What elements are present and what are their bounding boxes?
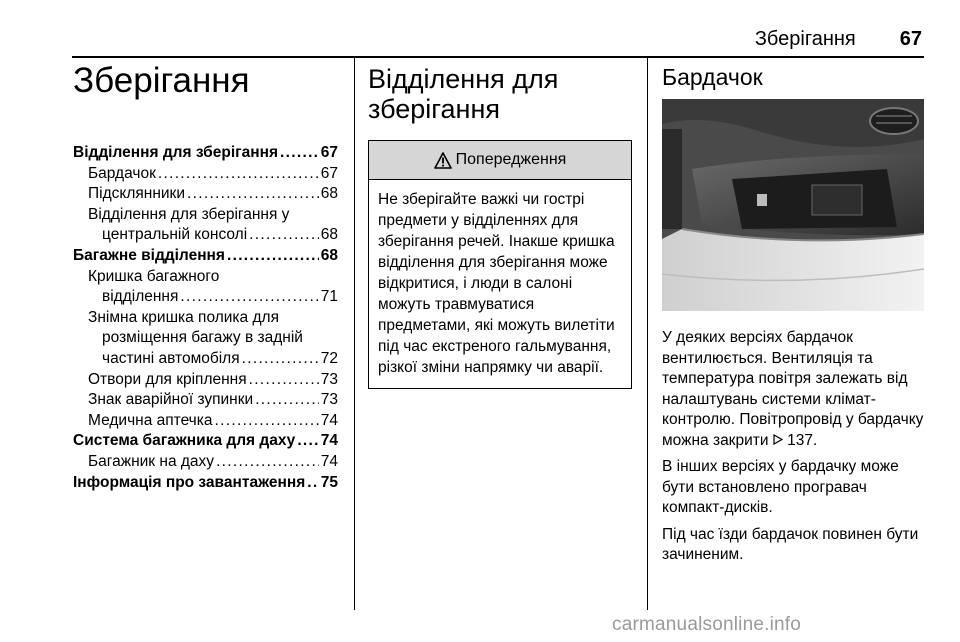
warning-text: Не зберігайте важкі чи гострі предмети у відділеннях для зберігання речей. Інакше кришка відділення для зберігання може відкритися, і люди в салоні можуть травмуватися предметами, які можуть вилетіти під час екстреного гальмування, різкої зміни напрямку чи аварії. bbox=[378, 191, 615, 376]
toc-entry-line bbox=[73, 143, 338, 164]
toc-page-number: 68 bbox=[320, 185, 338, 203]
column-divider-2 bbox=[647, 56, 648, 610]
toc-dot-leader bbox=[249, 225, 319, 246]
toc-entry-line bbox=[73, 267, 338, 288]
watermark-text: carmanualsonline.info bbox=[612, 614, 802, 635]
toc-entry-title: Багажне відділення bbox=[73, 246, 225, 264]
contents-column bbox=[73, 58, 338, 493]
toc-entry-title: Знімна кришка полика для bbox=[88, 308, 279, 326]
toc-entry-title: Отвори для кріплення bbox=[88, 370, 247, 388]
toc-entry-title: відділення bbox=[102, 288, 179, 306]
toc-page-number: 68 bbox=[320, 226, 338, 244]
toc-page-number: 67 bbox=[320, 164, 338, 182]
toc-dot-leader bbox=[297, 431, 318, 452]
toc-dot-leader bbox=[307, 473, 319, 494]
toc-page-number: 68 bbox=[320, 246, 338, 264]
toc-entry-line bbox=[73, 473, 338, 494]
glovebox-title: Бардачок bbox=[662, 64, 763, 90]
paragraph-1-text: У деяких версіях бардачок вентилюється. Вентиляція та температура повітря залежать від налаштувань системи клімат-контролю. Повітропровід у бардачку можна закрити bbox=[662, 329, 924, 449]
toc-page-number: 72 bbox=[320, 349, 338, 367]
warning-triangle-icon bbox=[434, 152, 452, 169]
page-reference-icon bbox=[773, 434, 783, 445]
toc-entry-title: частині автомобіля bbox=[102, 349, 240, 367]
toc-entry-line bbox=[73, 164, 338, 185]
glovebox-paragraph-3: Під час їзди бардачок повинен бути зачиненим. bbox=[662, 525, 919, 563]
toc-page-number: 67 bbox=[320, 144, 338, 161]
toc-entry-line bbox=[73, 225, 338, 246]
toc-dot-leader bbox=[187, 184, 319, 205]
toc-page-number: 74 bbox=[320, 432, 338, 450]
toc-entry-title: Відділення для зберігання у bbox=[88, 205, 290, 223]
toc-entry-title: Знак аварійної зупинки bbox=[88, 391, 254, 409]
toc-page-number: 74 bbox=[320, 452, 338, 470]
page-reference-number: 137. bbox=[787, 431, 818, 449]
toc-entry-line bbox=[73, 390, 338, 411]
running-header bbox=[0, 28, 922, 50]
storage-compartments-column bbox=[368, 58, 632, 376]
toc-page-number: 73 bbox=[320, 391, 338, 409]
glovebox-column bbox=[662, 58, 926, 563]
toc-dot-leader bbox=[216, 452, 319, 473]
toc-page-number: 75 bbox=[320, 473, 338, 491]
column-divider-1 bbox=[354, 56, 355, 610]
toc-entry-title: центральній консолі bbox=[102, 226, 248, 244]
toc-dot-leader bbox=[249, 370, 319, 391]
toc-dot-leader bbox=[227, 246, 319, 267]
toc-entry-line bbox=[73, 328, 338, 349]
toc-dot-leader bbox=[158, 164, 319, 185]
warning-label: Попередження bbox=[455, 151, 567, 168]
toc-dot-leader bbox=[215, 411, 319, 432]
toc-entry-title: Кришка багажного bbox=[88, 267, 220, 285]
glovebox-paragraph-1 bbox=[662, 328, 924, 451]
glovebox-text bbox=[662, 328, 924, 566]
toc-entry-title: Бардачок bbox=[88, 164, 156, 182]
toc-entry-line bbox=[73, 308, 338, 329]
glovebox-paragraph-2: В інших версіях у бардачку може бути встановлено програвач компакт-дисків. bbox=[662, 458, 899, 516]
toc-page-number: 71 bbox=[320, 288, 338, 306]
toc-entry-title: Багажник на даху bbox=[88, 452, 215, 470]
toc-entry-line bbox=[73, 349, 338, 370]
section-title: Відділення для зберігання bbox=[368, 64, 559, 124]
toc-entry-title: Система багажника для даху bbox=[73, 432, 296, 450]
toc-page-number: 73 bbox=[320, 370, 338, 388]
running-header-title: Зберігання bbox=[754, 28, 856, 50]
toc-entry-line bbox=[73, 431, 338, 452]
toc-dot-leader bbox=[180, 287, 318, 308]
toc-dot-leader bbox=[280, 143, 319, 164]
toc-entry-title: Медична аптечка bbox=[88, 411, 213, 429]
toc-dot-leader bbox=[242, 349, 319, 370]
toc-entry-line bbox=[73, 184, 338, 205]
toc-dot-leader bbox=[255, 390, 319, 411]
toc-entry-title: Інформація про завантаження bbox=[73, 473, 306, 491]
warning-box bbox=[368, 140, 632, 389]
toc-entry-line bbox=[73, 452, 338, 473]
chapter-title: Зберігання bbox=[73, 61, 250, 100]
page-number: 67 bbox=[899, 28, 922, 50]
toc-page-number: 74 bbox=[320, 411, 338, 429]
warning-header bbox=[369, 141, 631, 180]
toc-entry-title: Підсклянники bbox=[88, 185, 185, 203]
toc-entry-line bbox=[73, 287, 338, 308]
toc-entry-line bbox=[73, 411, 338, 432]
toc-entry-title: Відділення для зберігання bbox=[73, 144, 278, 161]
toc-entry-line bbox=[73, 370, 338, 391]
table-of-contents bbox=[73, 143, 338, 493]
toc-entry-title: розміщення багажу в задній bbox=[102, 329, 303, 347]
toc-entry-line bbox=[73, 246, 338, 267]
glovebox-photo bbox=[662, 99, 924, 311]
toc-entry-line bbox=[73, 205, 338, 226]
